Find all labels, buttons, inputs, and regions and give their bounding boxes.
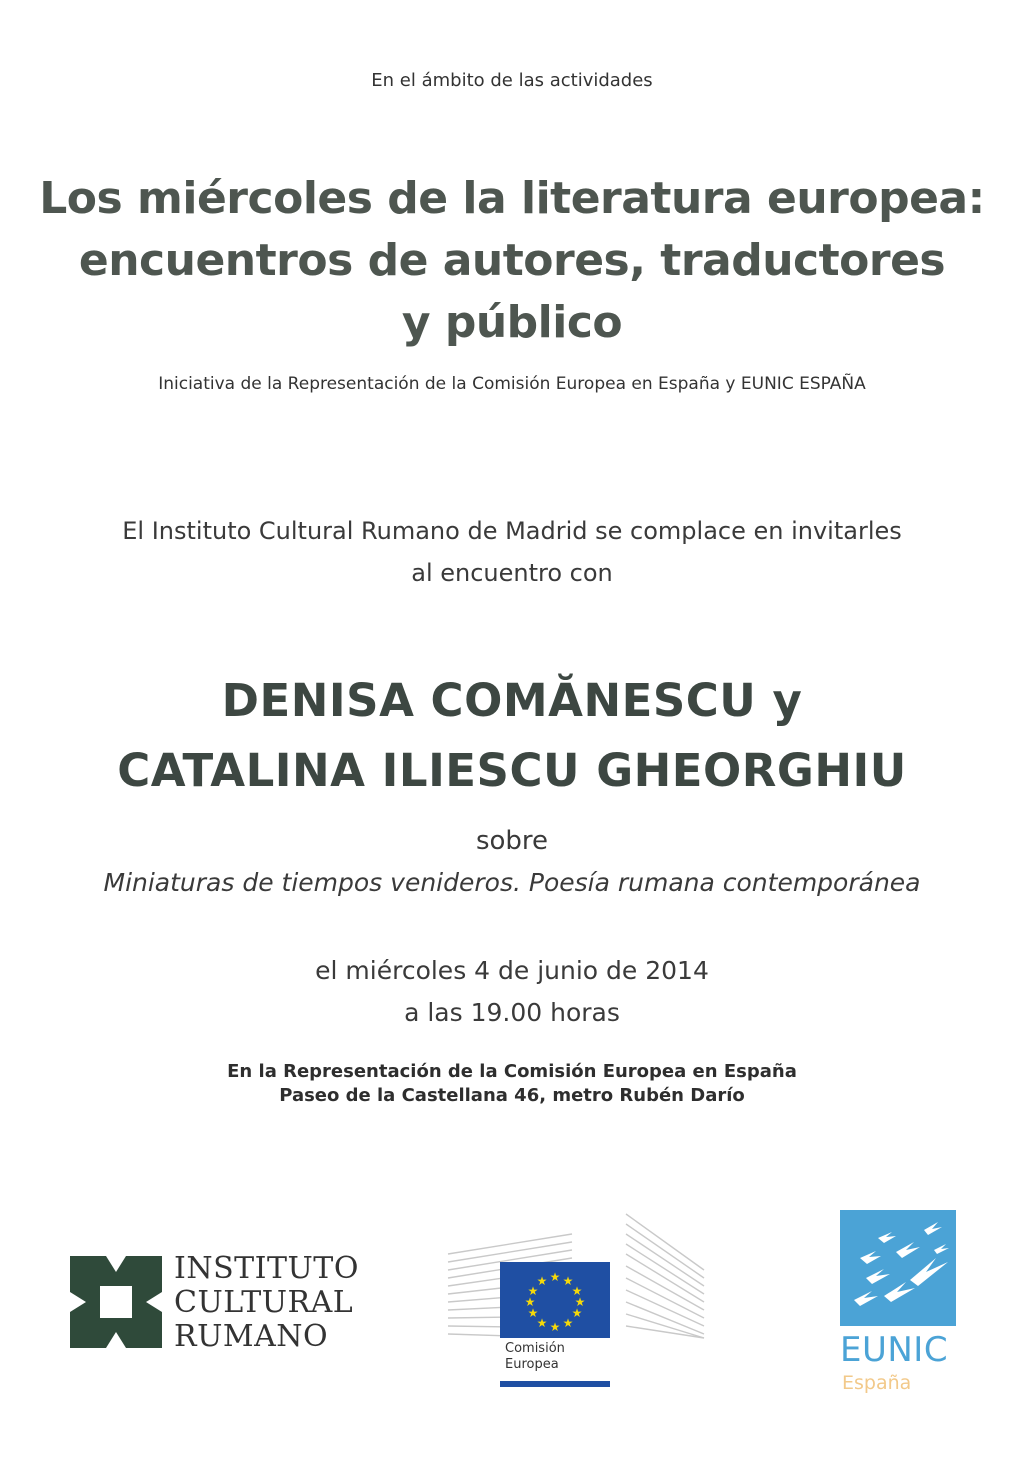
authors-line-1: DENISA COMĂNESCU y	[221, 674, 803, 727]
intro-text: En el ámbito de las actividades	[371, 70, 653, 91]
svg-text:★: ★	[562, 1316, 574, 1330]
svg-text:★: ★	[574, 1295, 586, 1309]
venue-line-1: En la Representación de la Comisión Europea en España	[227, 1061, 797, 1082]
svg-text:★: ★	[527, 1284, 539, 1298]
svg-text:★: ★	[571, 1284, 583, 1298]
svg-text:★: ★	[562, 1274, 574, 1288]
sobre-text: sobre	[475, 826, 549, 856]
event-datetime	[0, 950, 1024, 1034]
invite-line-1: El Instituto Cultural Rumano de Madrid se complace en invitarles	[122, 517, 902, 545]
svg-text:★: ★	[571, 1306, 583, 1320]
eunic-name: EUNIC	[840, 1330, 949, 1370]
ec-line-2: Europea	[505, 1357, 559, 1372]
ec-logo	[446, 1210, 708, 1390]
icr-line-2: CULTURAL	[174, 1285, 354, 1320]
event-time: a las 19.00 horas	[404, 998, 620, 1027]
book-title: Miniaturas de tiempos venideros. Poesía rumana contemporánea	[103, 868, 921, 897]
icr-line-1: INSTITUTO	[174, 1251, 359, 1286]
ec-label	[505, 1341, 565, 1373]
svg-text:★: ★	[524, 1295, 536, 1309]
venue-info	[0, 1060, 1024, 1108]
venue-line-2: Paseo de la Castellana 46, metro Rubén Darío	[279, 1085, 745, 1106]
cross-mark-icon	[70, 1256, 162, 1348]
title-line-3: y público	[401, 297, 623, 348]
svg-text:★: ★	[549, 1320, 561, 1334]
ec-line-1: Comisión	[505, 1341, 565, 1356]
event-series-title	[0, 168, 1024, 354]
eunic-subtitle: España	[842, 1372, 912, 1394]
svg-text:★: ★	[527, 1306, 539, 1320]
initiative-text: Iniciativa de la Representación de la Comisión Europea en España y EUNIC ESPAÑA	[158, 374, 866, 394]
title-line-1: Los miércoles de la literatura europea:	[39, 173, 985, 224]
event-date: el miércoles 4 de junio de 2014	[315, 956, 709, 985]
invite-line-2: al encuentro con	[411, 559, 613, 587]
svg-text:★: ★	[536, 1316, 548, 1330]
invitation-text	[0, 510, 1024, 594]
svg-text:★: ★	[536, 1274, 548, 1288]
icr-line-3: RUMANO	[174, 1319, 329, 1354]
authors-line-2: CATALINA ILIESCU GHEORGHIU	[117, 744, 907, 797]
title-line-2: encuentros de autores, traductores	[78, 235, 946, 286]
authors-heading	[0, 666, 1024, 806]
svg-text:★: ★	[549, 1270, 561, 1284]
eunic-logo-square	[840, 1210, 956, 1326]
